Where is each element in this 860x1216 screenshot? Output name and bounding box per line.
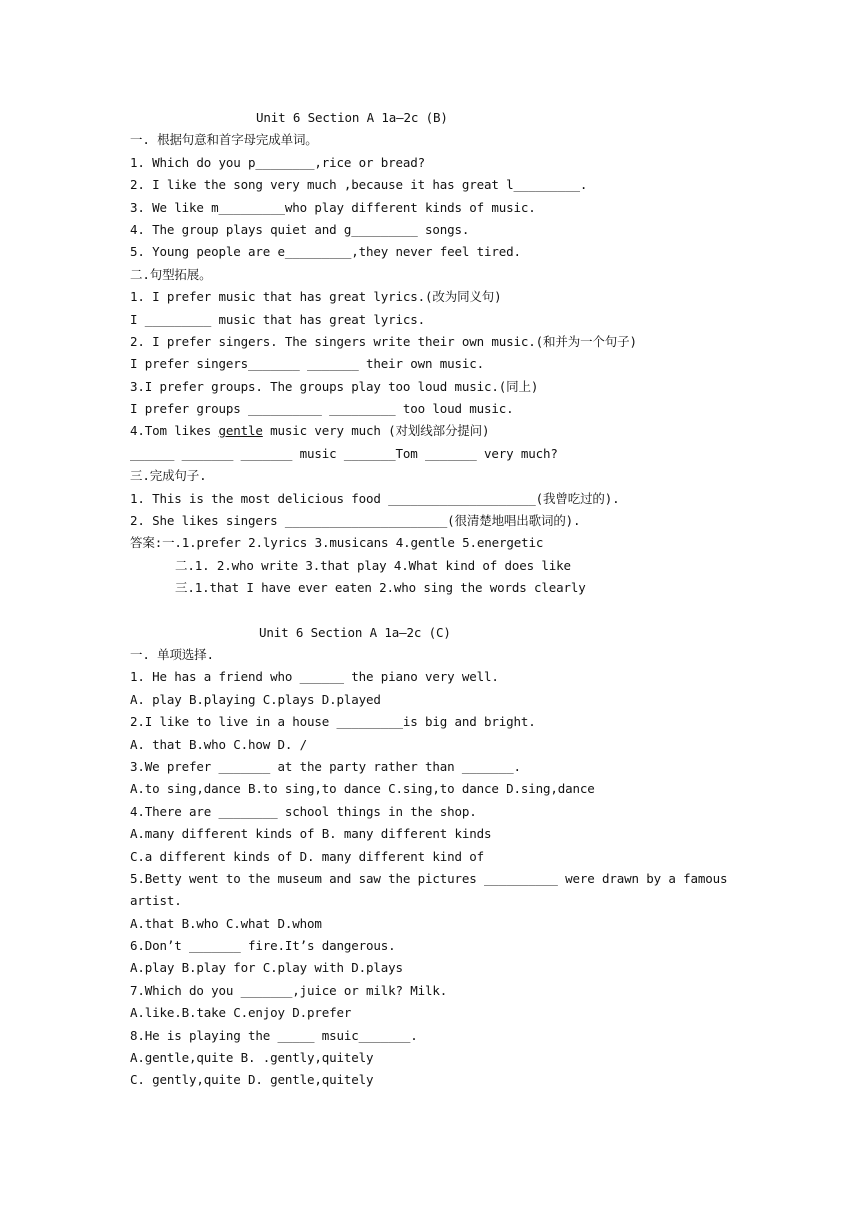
c-line-10: 5.Betty went to the museum and saw the pictures __________ were drawn by a famous <box>130 870 728 886</box>
b-part2-line-1: 1. I prefer music that has great lyrics.(改为同义句) <box>130 289 502 305</box>
c-line-13: 6.Don’t _______ fire.It’s dangerous. <box>130 938 396 954</box>
b-part1-item-4: 4. The group plays quiet and g_________ songs. <box>130 221 470 237</box>
c-line-12: A.that B.who C.what D.whom <box>130 915 322 931</box>
b-answers-line-3: 三.1.that I have ever eaten 2.who sing the words clearly <box>175 580 586 596</box>
section-b-title: Unit 6 Section A 1a—2c (B) <box>256 110 448 125</box>
c-line-19: C. gently,quite D. gentle,quitely <box>130 1072 374 1088</box>
b-part1-item-3: 3. We like m_________who play different kinds of music. <box>130 199 536 215</box>
c-line-9: C.a different kinds of D. many different kind of <box>130 848 485 864</box>
b-part2-line-3: 2. I prefer singers. The singers write their own music.(和并为一个句子) <box>130 333 637 349</box>
c-line-18: A.gentle,quite B. .gently,quitely <box>130 1050 374 1066</box>
c-line-15: 7.Which do you _______,juice or milk? Milk. <box>130 982 448 998</box>
b-part3-item-1: 1. This is the most delicious food ____________________(我曾吃过的). <box>130 490 620 506</box>
worksheet-page <box>130 107 770 1092</box>
section-gap <box>130 600 770 622</box>
b-part1-heading: 一. 根据句意和首字母完成单词。 <box>130 132 318 148</box>
section-c-title: Unit 6 Section A 1a—2c (C) <box>259 624 451 640</box>
b-part3-heading: 三.完成句子. <box>130 468 207 484</box>
c-line-17: 8.He is playing the _____ msuic_______. <box>130 1027 418 1043</box>
c-line-1: 1. He has a friend who ______ the piano very well. <box>130 669 499 685</box>
b-part2-q4 <box>130 420 770 442</box>
b-part1-item-5: 5. Young people are e_________,they never feel tired. <box>130 244 521 260</box>
b-part2-line-2: I _________ music that has great lyrics. <box>130 311 426 327</box>
b-part2-line-6: I prefer groups __________ _________ too loud music. <box>130 401 514 417</box>
b-part2-q4-after: music very much (对划线部分提问) <box>262 423 490 439</box>
b-part1-item-2: 2. I like the song very much ,because it has great l_________. <box>130 177 588 193</box>
b-part2-line-5: 3.I prefer groups. The groups play too loud music.(同上) <box>130 378 539 394</box>
c-line-5: 3.We prefer _______ at the party rather than _______. <box>130 758 521 774</box>
c-line-16: A.like.B.take C.enjoy D.prefer <box>130 1005 352 1021</box>
c-line-8: A.many different kinds of B. many different kinds <box>130 826 492 842</box>
b-part2-heading: 二.句型拓展。 <box>130 266 212 282</box>
c-line-4: A. that B.who C.how D. / <box>130 736 308 752</box>
b-part2-q4-underlined: gentle <box>218 423 263 439</box>
c-line-7: 4.There are ________ school things in the shop. <box>130 803 477 819</box>
c-line-6: A.to sing,dance B.to sing,to dance C.sing,to dance D.sing,dance <box>130 781 595 797</box>
b-answers-line-2: 二.1. 2.who write 3.that play 4.What kind of does like <box>175 557 571 573</box>
b-part1-item-1: 1. Which do you p________,rice or bread? <box>130 154 426 170</box>
b-part2-q4-before: 4.Tom likes <box>130 423 219 439</box>
b-part2-line-4: I prefer singers_______ _______ their own music. <box>130 356 485 372</box>
c-line-2: A. play B.playing C.plays D.played <box>130 691 381 707</box>
c-part1-heading: 一. 单项选择. <box>130 646 214 662</box>
c-line-14: A.play B.play for C.play with D.plays <box>130 960 403 976</box>
c-line-3: 2.I like to live in a house _________is big and bright. <box>130 714 536 730</box>
b-part3-item-2: 2. She likes singers ______________________(很清楚地唱出歌词的). <box>130 513 581 529</box>
b-answers-line-1: 答案:一.1.prefer 2.lyrics 3.musicans 4.gentle 5.energetic <box>130 535 544 551</box>
b-part2-q4-answer-line: ______ _______ _______ music _______Tom _______ very much? <box>130 445 558 461</box>
c-line-11: artist. <box>130 893 182 909</box>
